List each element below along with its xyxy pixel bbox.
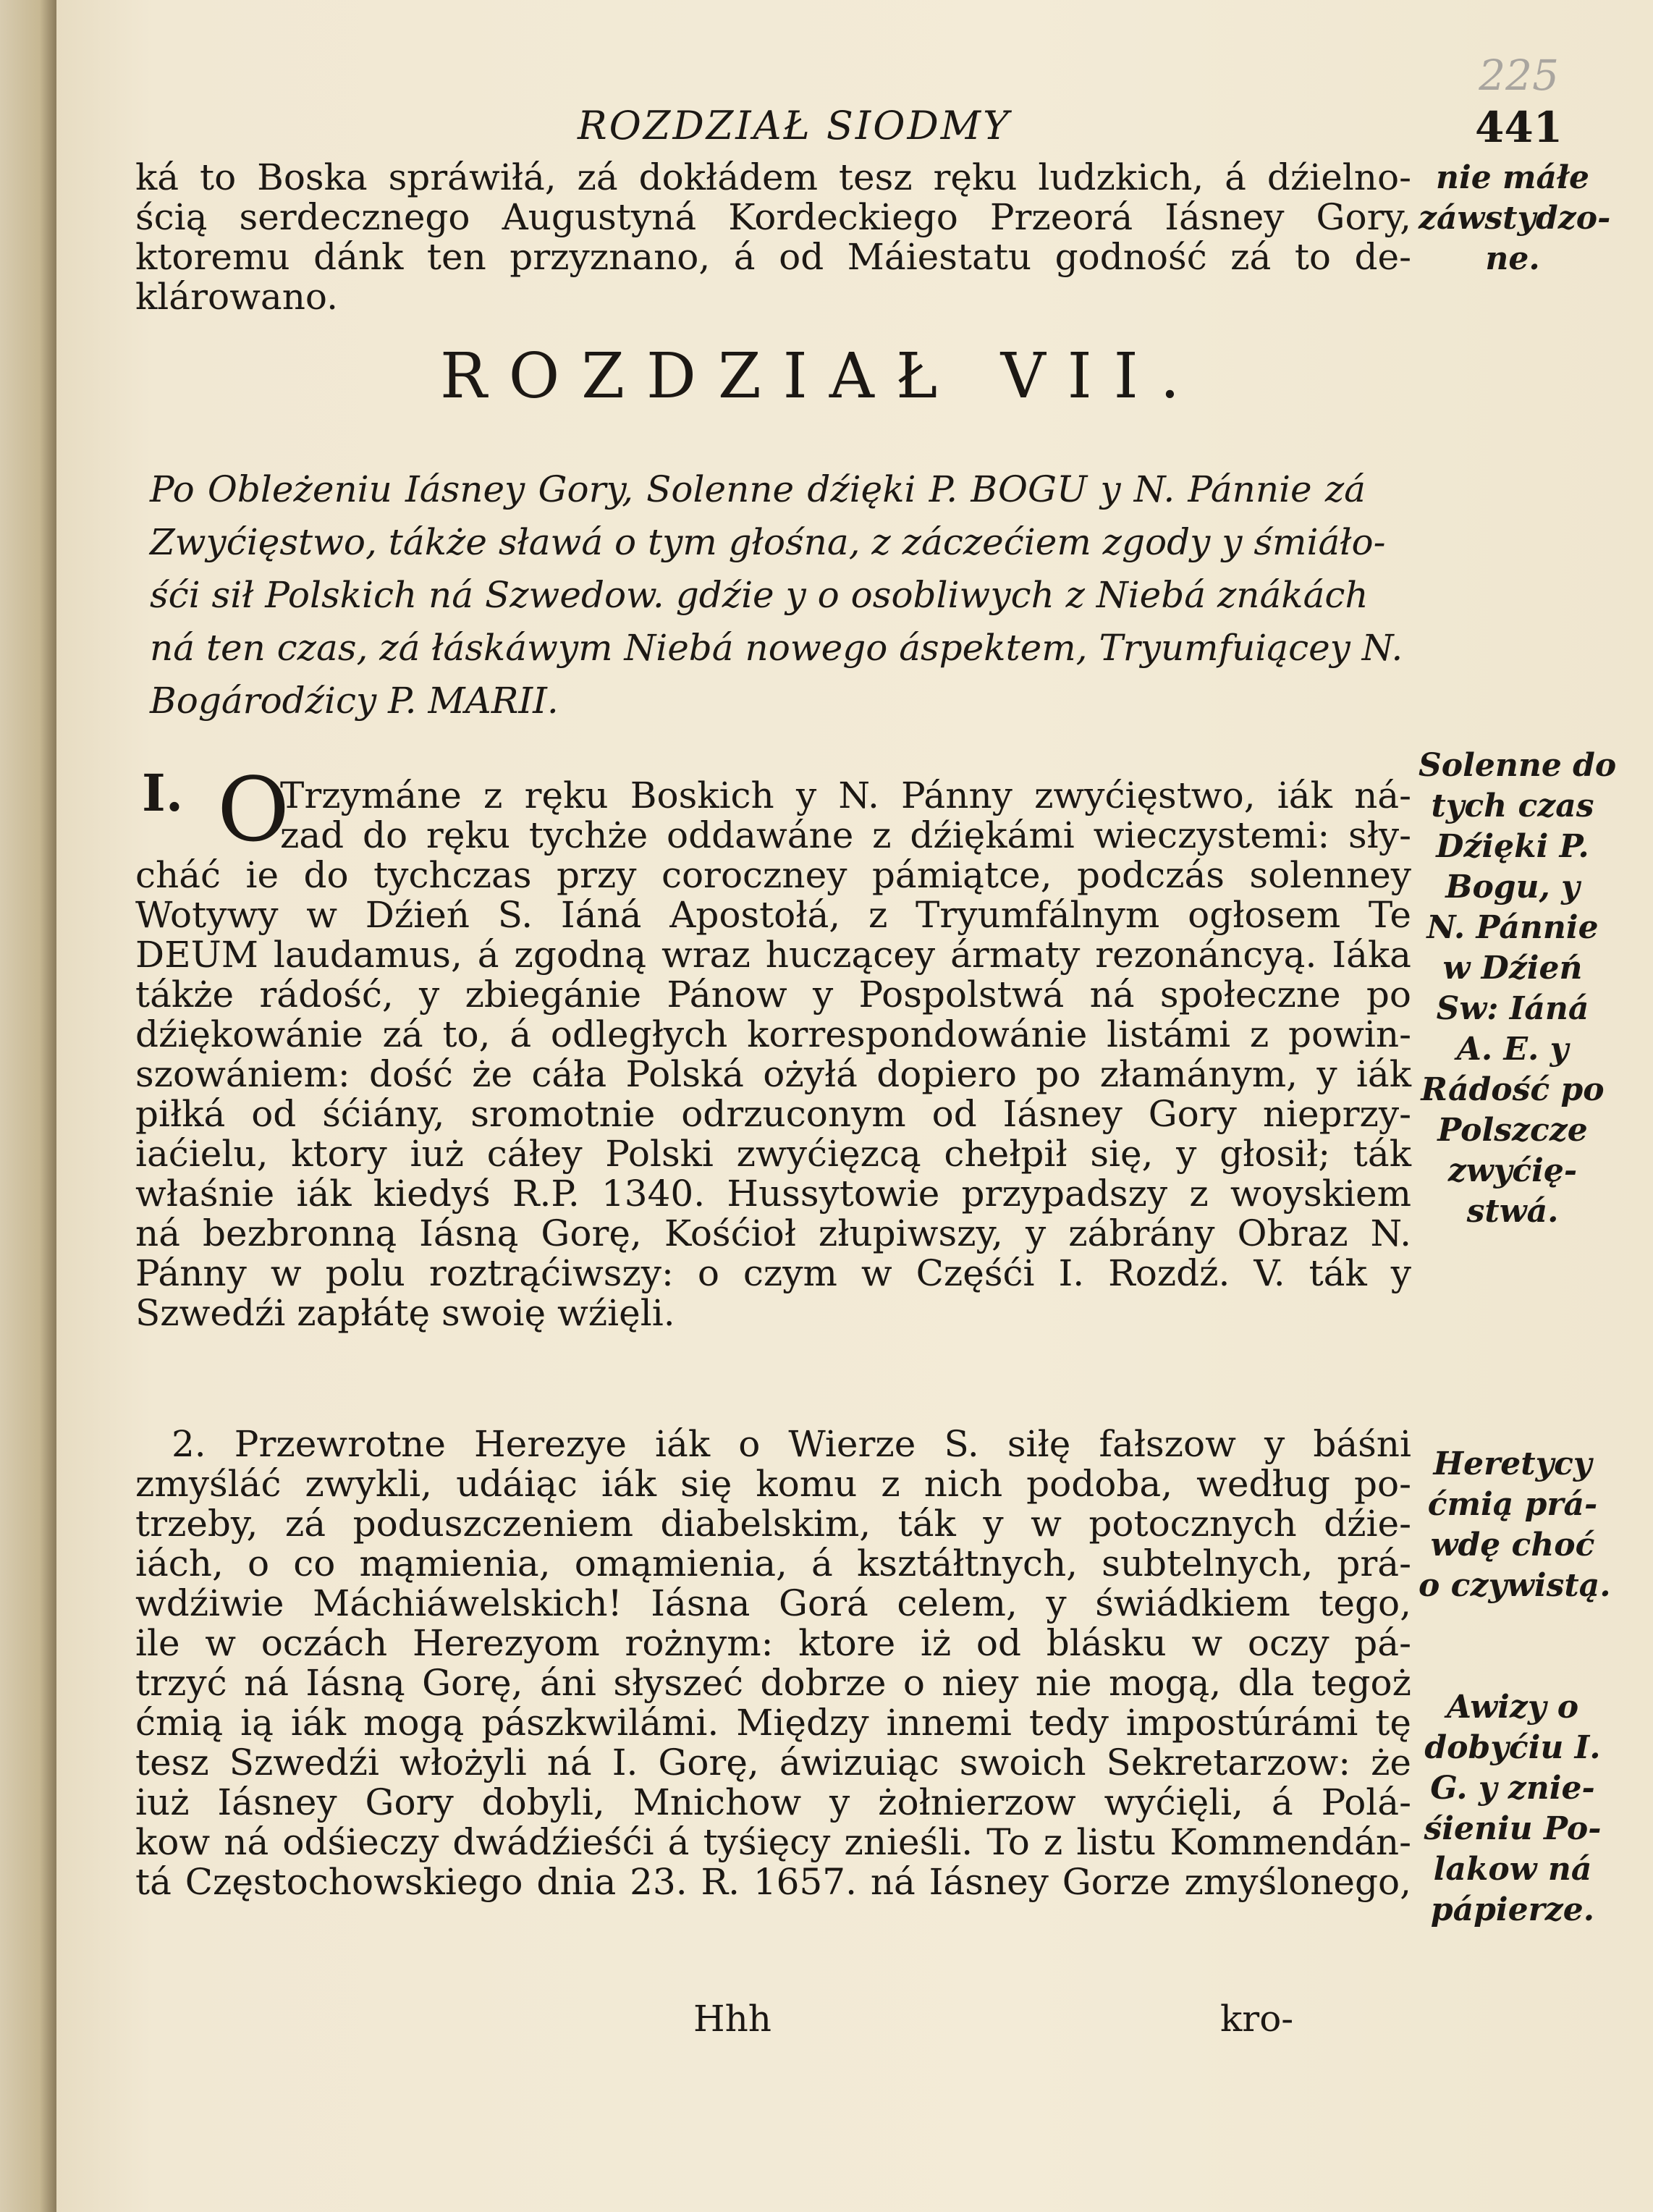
summary-line: ná ten czas, zá łáskáwym Niebá nowego áspektem, Tryumfuiącey N. [150,627,1403,669]
text-line: tá Częstochowskiego dnia 23. R. 1657. ná Iásney Gorze zmyślonego, [135,1861,1411,1903]
margin-line: o czywistą. [1419,1567,1611,1604]
margin-line [1419,1647,1607,1687]
text-line: tesz Szwedźi włożyli ná I. Gorę, áwizuiąc swoich Sekretarzow: że [135,1742,1411,1783]
text-line: Szwedźi zapłátę swoię wźięli. [135,1292,675,1334]
margin-line: Rádość po [1421,1071,1605,1108]
text-line: ścią serdecznego Augustyná Kordeckiego Przeorá Iásney Gory, [135,196,1411,238]
pencil-folio-note: 225 [1479,51,1559,100]
text-line: iách, o co mąmienia, omąmienia, á ksztáłtnych, subtelnych, prá- [135,1542,1411,1584]
running-title: ROZDZIAŁ SIODMY [578,103,1011,148]
text-line: 2. Przewrotne Herezye iák o Wierze S. siłę fałszow y báśni [172,1423,1411,1465]
margin-line: Heretycy [1433,1445,1592,1482]
text-line: ćmią ią iák mogą pászkwilámi. Między innemi tedy impostúrámi tę [135,1702,1411,1744]
margin-line: Sw: Iáná [1436,990,1589,1027]
text-line: Trzymáne z ręku Boskich y N. Pánny zwyćięstwo, iák ná- [280,774,1411,816]
margin-line: śieniu Po- [1424,1810,1602,1847]
summary-line: Po Obleżeniu Iásney Gory, Solenne dźięki P. BOGU y N. Pánnie zá [150,468,1366,510]
margin-line: pápierze. [1430,1891,1595,1928]
margin-line: w Dźień [1442,950,1583,987]
text-line: ká to Boska spráwiłá, zá dokłádem tesz ręku ludzkich, á dźielno- [135,156,1411,198]
section-1-margin-note [1419,746,1617,1232]
text-line: piłká od śćiány, sromotnie odrzuconym od Iásney Gory nieprzy- [135,1093,1411,1135]
text-line: Pánny w polu roztrąćiwszy: o czym w Częśći I. Rozdź. V. ták y [135,1252,1411,1294]
text-line: iaćielu, ktory iuż cáłey Polski zwyćięzcą chełpił się, y głosił; ták [135,1133,1411,1175]
margin-line: Dźięki P. [1436,828,1589,865]
page-number: 441 [1475,103,1563,152]
intro-margin-note [1419,158,1611,279]
margin-line: wdę choć [1430,1527,1595,1563]
signature-mark: Hhh [693,1998,772,2040]
margin-line: Awizy o [1446,1689,1579,1726]
catchword: kro- [1220,1998,1294,2040]
text-line: kow ná odśieczy dwádźieśći á tyśięcy znieśli. To z listu Kommendán- [135,1821,1411,1863]
section-2-margin-note [1419,1444,1611,1930]
text-line: cháć ie do tychczas przy coroczney pámiątce, podczás solenney [135,854,1411,896]
text-line: Wotywy w Dźień S. Iáná Apostołá, z Tryumfálnym ogłosem Te [135,894,1411,936]
text-line: trzyć ná Iásną Gorę, áni słyszeć dobrze o niey nie mogą, dla tegoż [135,1662,1411,1704]
margin-line: nie máłe [1435,159,1589,196]
text-line: wdźiwie Máchiáwelskich! Iásna Gorá celem, y świádkiem tego, [135,1582,1411,1624]
margin-line: G. y znie- [1430,1770,1595,1807]
text-line: zad do ręku tychże oddawáne z dźiękámi wieczystemi: sły- [280,814,1411,856]
margin-line: N. Pánnie [1426,909,1599,946]
margin-line: záwstydzo- [1419,200,1611,237]
summary-line: Zwyćięstwo, tákże sławá o tym głośna, z záczećiem zgody y śmiáło- [150,521,1386,563]
text-line: tákże rádość, y zbiegánie Pánow y Pospolstwá ná społeczne po [135,974,1411,1016]
chapter-summary [150,463,1403,727]
text-line: trzeby, zá poduszczeniem diabelskim, ták y w potocznych dźie- [135,1503,1411,1545]
text-line: zmyśláć zwykli, udáiąc iák się komu z nich podoba, według po- [135,1463,1411,1505]
margin-line: A. E. y [1456,1031,1569,1068]
text-line: dźiękowánie zá to, á odległych korrespondowánie listámi z powin- [135,1013,1411,1055]
initial-letter: O [217,759,290,861]
section-2-paragraph [135,1424,1411,1902]
margin-line: dobyćiu I. [1424,1729,1601,1766]
text-line: szowániem: dość że cáła Polská ożyłá dopiero po złamánym, y iák [135,1053,1411,1095]
margin-line: ćmią prá- [1427,1486,1598,1523]
running-header [56,103,1653,161]
intro-paragraph [135,158,1411,317]
summary-line: śći sił Polskich ná Szwedow. gdźie y o osobliwych z Niebá znákách [150,574,1369,616]
text-line: właśnie iák kiedyś R.P. 1340. Hussytowie przypadszy z woyskiem [135,1173,1411,1215]
margin-line: lakow ná [1433,1851,1592,1888]
section-number: I. [142,763,184,823]
text-line: ile w oczách Herezyom rożnym: ktore iż od blásku w oczy pá- [135,1622,1411,1664]
text-line: ná bezbronną Iásną Gorę, Kośćioł złupiwszy, y zábrány Obraz N. [135,1212,1411,1254]
previous-page-edge [0,0,56,2212]
chapter-heading: ROZDZIAŁ VII. [440,340,1202,413]
text-line: ktoremu dánk ten przyznano, á od Máiestatu godność zá to de- [135,236,1411,278]
margin-line: ne. [1485,240,1540,277]
book-page [56,0,1653,2212]
text-line: klárowano. [135,276,339,318]
section-1-paragraph [135,776,1411,1333]
margin-line: stwá. [1466,1193,1559,1230]
margin-line: tych czas [1431,788,1594,824]
margin-line: Solenne do [1419,747,1617,784]
summary-line: Bogárodźicy P. MARII. [150,680,559,722]
text-line: iuż Iásney Gory dobyli, Mnichow y żołnierzow wyćięli, á Polá- [135,1781,1411,1823]
text-line: DEUM laudamus, á zgodną wraz huczącey ármaty rezonáncyą. Iáka [135,934,1411,976]
margin-line: zwyćię- [1447,1152,1578,1189]
margin-line: Bogu, y [1445,869,1580,906]
margin-line: Polszcze [1437,1112,1588,1149]
margin-line [1419,1606,1607,1647]
